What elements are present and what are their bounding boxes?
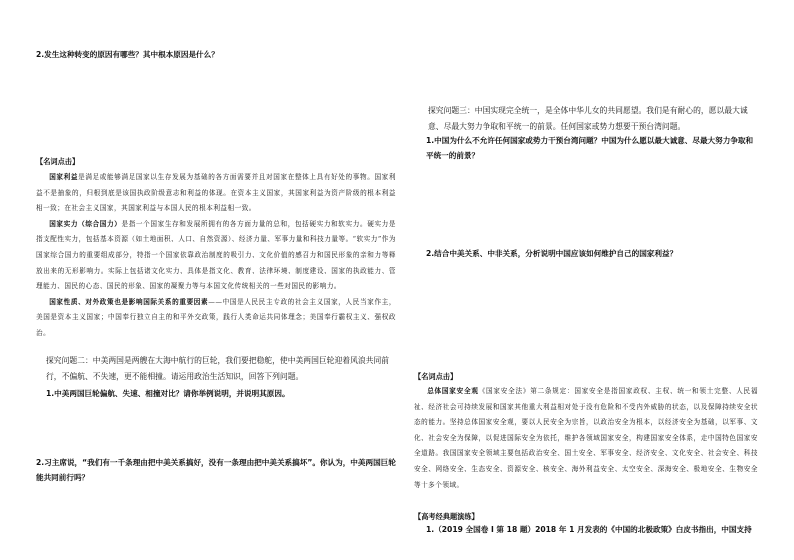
inquiry-3-question-1: 1.中国为什么不允许任何国家或势力干预台湾问题？中国为什么愿以最大诚意、尽最大努力争取和平统一的前景？ xyxy=(426,136,754,160)
national-strength-paragraph xyxy=(36,217,396,295)
security-concept-text: 《国家安全法》第二条规定：国家安全是指国家政权、主权、统一和领土完整、人民福祉、经济社会可持续发展和国家其他重大利益相对处于没有危险和不受内外威胁的状态，以及保障持续安全状态的能力。坚持总体国家安全观，要以人民安全为宗旨，以政治安全为根本，以经济安全为基础，以军事、文化、社会安全为保障，以促进国际安全为依托，维护各领域国家安全，构建国家安全体系，走中国特色国家安全道路。我国国家安全领域主要包括政治安全、国土安全、军事安全、经济安全、文化安全、社会安全、科技安全、网络安全、生态安全、资源安全、核安全、海外利益安全、太空安全、深海安全、极地安全、生物安全等十多个领域。 xyxy=(414,387,759,489)
left-column xyxy=(36,0,396,560)
term-notes-heading-right: 【名词点击】 xyxy=(414,372,458,381)
national-nature-term: 国家性质、对外政策也是影响国际关系的重要因素 xyxy=(49,297,209,306)
question-2-causes: 2.发生这种转变的原因有哪些？其中根本原因是什么？ xyxy=(36,50,219,59)
inquiry-2-question-1: 1.中美两国巨轮偏航、失速、相撞对比？请你举例说明，并说明其原因。 xyxy=(46,389,290,398)
term-explanations xyxy=(36,170,396,342)
national-interest-paragraph xyxy=(36,170,396,217)
security-concept-term: 总体国家安全观 xyxy=(427,387,479,395)
national-nature-text: ——中国是人民民主专政的社会主义国家，人民当家作主，美国是资本主义国家；中国奉行独立自主的和平外交政策，践行人类命运共同体理念；美国奉行霸权主义、强权政治。 xyxy=(36,297,397,337)
inquiry-3-text: 探究问题三：中国实现完全统一，是全体中华儿女的共同愿望。我们是有耐心的，愿以最大诚意、尽最大努力争取和平统一的前景。任何国家或势力想要干预台湾问题。 xyxy=(428,106,748,131)
national-nature-paragraph xyxy=(36,295,396,342)
exam-question-1: 1.（2019 全国卷 I 第 18 题）2018 年 1 月发表的《中国的北极政策》白皮书指出，中国支持 xyxy=(426,525,752,534)
national-interest-text: 是满足或能够满足国家以生存发展为基础的各方面需要并且对国家在整体上具有好处的事物。国家利益不是抽象的，归根到底是该国执政阶级意志和利益的体现。在资本主义国家，其国家利益为资产阶级的根本利益相一致；在社会主义国家，其国家利益与本国人民的根本利益相一致。 xyxy=(36,173,397,213)
national-strength-term: 国家实力（综合国力） xyxy=(49,219,122,228)
inquiry-3-question-2: 2.结合中美关系、中非关系，分析说明中国应该如何维护自己的国家利益？ xyxy=(426,249,678,258)
right-column xyxy=(414,0,758,560)
national-interest-term: 国家利益 xyxy=(49,173,79,181)
inquiry-2-text: 探究问题二：中美两国是两艘在大海中航行的巨轮，我们要把稳舵，使中美两国巨轮迎着风浪共同前行，不偏航、不失速，更不能相撞。请运用政治生活知识，回答下列问题。 xyxy=(46,356,390,381)
term-notes-heading: 【名词点击】 xyxy=(36,157,80,166)
security-concept-paragraph xyxy=(414,384,758,493)
inquiry-2-question-2: 2.习主席说，“我们有一千条理由把中美关系搞好，没有一条理由把中美关系搞坏”。你认为，中美两国巨轮能共同前行吗？ xyxy=(36,458,396,482)
national-strength-text: 是指一个国家生存和发展所拥有的各方面力量的总和，包括硬实力和软实力。硬实力是指支配性实力，包括基本资源（如土地面积、人口、自然资源）、经济力量、军事力量和科技力量等。“软实力”作为国家综合国力的重要组成部分，特指一个国家依靠政治制度的吸引力、文化价值的感召力和国民形象的亲和力等释放出来的无形影响力。实际上包括诸文化实力、具体是指文化、教育、法律环境、制度建设、国家的执政能力、管理能力、国民的心态、国民的形象、国家的凝聚力等与本国文化传统相关的一些对国民的影响力。 xyxy=(36,219,396,291)
exam-practice-heading: 【高考经典题演练】 xyxy=(414,512,479,521)
